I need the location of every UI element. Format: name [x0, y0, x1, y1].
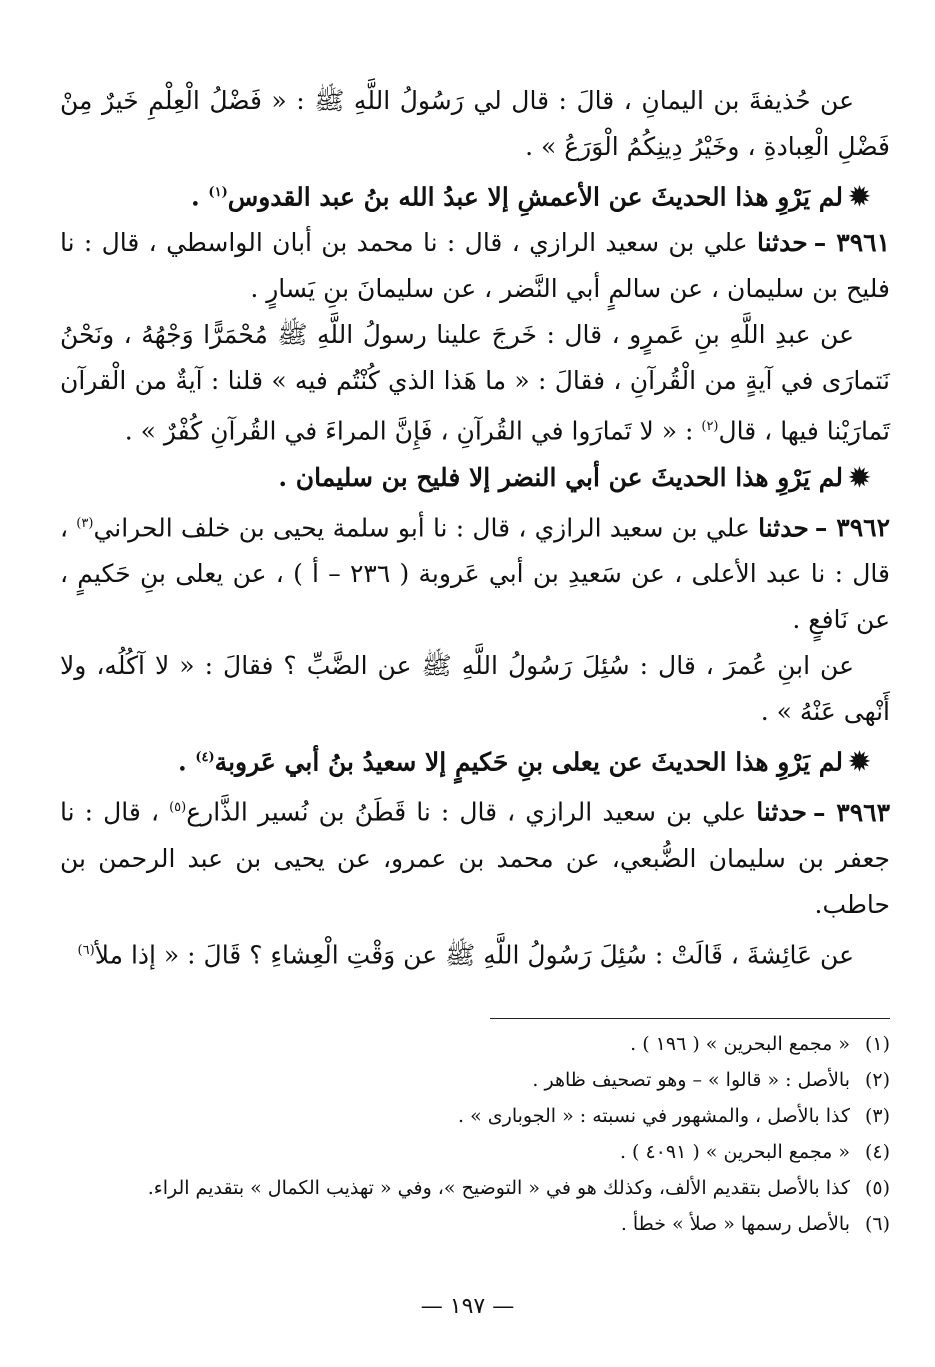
- commentary-text: لم يَرْوِ هذا الحديثَ عن يعلى بنِ حَكيمٍ إلا سعيدُ بنُ أبي عَروبة: [214, 747, 844, 777]
- hadith-number: ٣٩٦١ –: [813, 228, 890, 258]
- footnote-ref: (١): [208, 185, 228, 200]
- hadith-matn-hudhayfa: عن حُذيفةَ بن اليمانِ ، قالَ : قال لي رَسُولُ اللَّهِ ﷺ : « فَضْلُ الْعِلْمِ خَيرٌ مِنْ فَضْلِ الْعِبادةِ ، وخَيْرُ دِينِكُمُ الْوَرَعُ » .: [60, 86, 890, 161]
- footnote-item: (١)« مجمع البحرين » ( ١٩٦ ) .: [630, 1033, 890, 1055]
- footnote-divider: [490, 1018, 890, 1019]
- haddathana-word: حدثنا: [758, 512, 809, 542]
- star-icon: ✹: [849, 462, 870, 492]
- hadith-3963-matn: عن عَائِشةَ ، قَالَتْ : سُئِلَ رَسُولُ اللَّهِ ﷺ عن وَقْتِ الْعِشاءِ ؟ قَالَ : « إذا ملأ$^{(٦)}$: [77, 939, 854, 969]
- hadith-number: ٣٩٦٢ –: [814, 512, 891, 542]
- haddathana-word: حدثنا: [756, 797, 807, 827]
- hadith-3961-chain: [60, 220, 890, 312]
- star-icon: ✹: [849, 747, 870, 777]
- commentary-note-2: [60, 455, 890, 501]
- commentary-note-1: ✹لم يَرْوِ هذا الحديثَ عن الأعمشِ إلا عبدُ الله بنُ عبد القدوس$^{(١)}$ .: [191, 182, 870, 212]
- footnotes: [60, 1026, 890, 1242]
- footnote-ref: (٤): [195, 749, 215, 765]
- hadith-3963-chain: ٣٩٦٣ –حدثنا علي بن سعيد الرازي ، قال : نا قَطَنُ بن نُسير الذَّارع$^{(٥)}$ ، قال : نا جعفر بن سليمان الضُّبعي، عن محمد بن عمرو، عن يحيى بن عبد الرحمن بن حاطب.: [60, 797, 890, 919]
- footnote-ref: (٦): [77, 942, 95, 958]
- footnote-item: (٢)بالأصل : « قالوا » – وهو تصحيف ظاهر .: [532, 1069, 890, 1091]
- main-text: [60, 78, 890, 978]
- hadith-3962-chain: ٣٩٦٢ –حدثنا علي بن سعيد الرازي ، قال : نا أبو سلمة يحيى بن خلف الحراني$^{(٣)}$ ، قال : نا عبد الأعلى ، عن سَعيدِ بن أبي عَروبة ( ٢٣٦ – أ ) ، عن يعلى بنِ حَكيمٍ ، عن نَافعٍ .: [60, 512, 891, 634]
- isnad-text: علي بن سعيد الرازي ، قال : نا محمد بن أبان الواسطي ، قال : نا فليح بن سليمان ، عن سالمٍ أبي النَّضر ، عن سليمانَ بنِ يَسارٍ .: [60, 228, 890, 304]
- star-icon: ✹: [849, 182, 870, 212]
- commentary-note-3: ✹لم يَرْوِ هذا الحديثَ عن يعلى بنِ حَكيمٍ إلا سعيدُ بنُ أبي عَروبة$^{(٤)}$ .: [177, 747, 870, 777]
- footnote-ref: (٥): [169, 800, 187, 816]
- hadith-3962-matn: عن ابنِ عُمرَ ، قال : سُئِلَ رَسُولُ اللَّهِ ﷺ عن الضَّبِّ ؟ فقالَ : « لا آكُلُه، ولا أَنْهى عَنْهُ » .: [60, 650, 890, 726]
- commentary-text: لم يَرْوِ هذا الحديثَ عن أبي النضر إلا فليح بن سليمان .: [278, 462, 844, 492]
- page-number: — ١٩٧ —: [420, 1294, 515, 1319]
- footnote-item: (٣)كذا بالأصل ، والمشهور في نسبته : « الجوبارى » .: [458, 1105, 890, 1127]
- footnote-ref: (٣): [76, 515, 94, 531]
- footnote-item: (٦)بالأصل رسمها « صلأ » خطأ .: [620, 1213, 890, 1235]
- commentary-text: لم يَرْوِ هذا الحديثَ عن الأعمشِ إلا عبدُ الله بنُ عبد القدوس: [227, 182, 844, 212]
- footnote-item: (٥)كذا بالأصل بتقديم الألف، وكذلك هو في « التوضيح »، وفي « تهذيب الكمال » بتقديم الراء.: [147, 1177, 890, 1199]
- footnote-item: (٤)« مجمع البحرين » ( ٤٠٩١ ) .: [619, 1141, 890, 1163]
- hadith-3961-matn: عن عبدِ اللَّهِ بنِ عَمرٍو ، قال : خَرجَ علينا رسولُ اللَّهِ ﷺ مُحْمَرًّا وَجْهُهُ ، ونَحْنُ نَتمارَى في آيةٍ من الْقُرآنِ ، فقالَ : « ما هَذا الذي كُنْتُم فيه » قلنا : آيةٌ من الْقرآن تَمارَيْنا فيها ، قال$^{(٢)}$ : « لا تَمارَوا في القُرآنِ ، فَإِنَّ المراءَ في القُرآنِ كُفْرٌ » .: [60, 320, 890, 446]
- footnote-ref: (٢): [701, 419, 719, 435]
- haddathana-word: حدثنا: [757, 228, 808, 258]
- hadith-number: ٣٩٦٣ –: [812, 797, 890, 827]
